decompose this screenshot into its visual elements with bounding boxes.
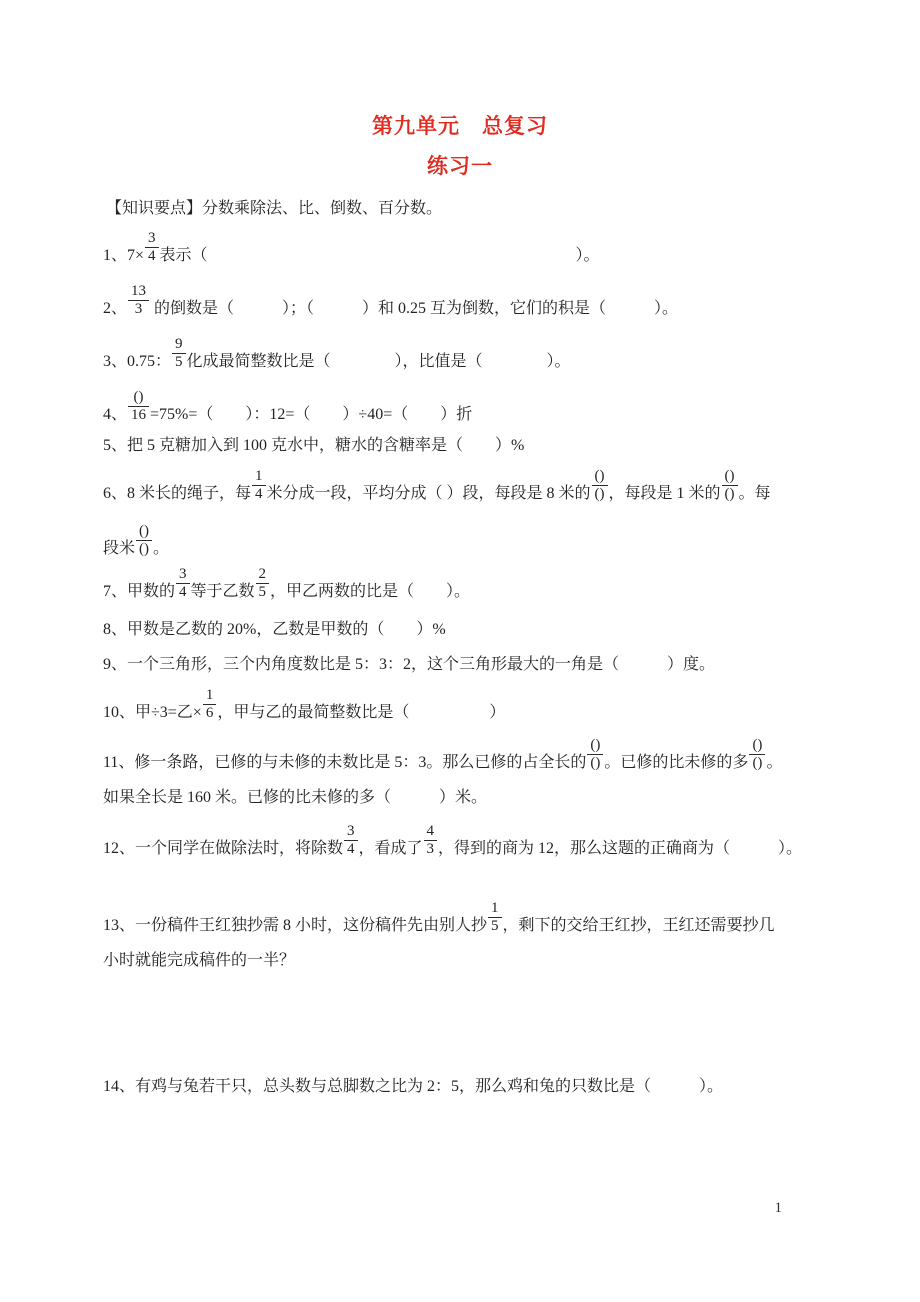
doc-subtitle: 练习一 xyxy=(427,154,493,178)
question-6-line-2 xyxy=(103,523,820,560)
text-run: 5、把 5 克糖加入到 100 克水中，糖水的含糖率是（ ）% xyxy=(103,437,525,454)
text-run: 1、7× xyxy=(103,247,145,264)
page-number: 1 xyxy=(774,1200,782,1216)
question-7-line-1 xyxy=(103,566,820,603)
text-run: ，看成了 xyxy=(358,840,423,857)
text-run: 13、一份稿件王红独抄需 8 小时，这份稿件先由别人抄 xyxy=(103,917,488,934)
fraction xyxy=(344,823,358,858)
question-9-line-1 xyxy=(103,654,820,676)
fraction-numerator: () xyxy=(722,468,738,486)
fraction xyxy=(203,687,217,722)
text-run: 。 xyxy=(153,540,170,557)
text-run: 米分成一段，平均分成（ ）段，每段是 8 米的 xyxy=(266,485,591,502)
question-11-line-2 xyxy=(103,787,820,809)
text-run: 6、8 米长的绳子，每 xyxy=(103,485,252,502)
fraction-denominator: 5 xyxy=(258,584,267,600)
fraction xyxy=(749,737,765,772)
question-12-line-1 xyxy=(103,823,820,860)
fraction-denominator: 5 xyxy=(491,918,499,934)
text-run: ，剩下的交给王红抄，王红还需要抄几 xyxy=(502,917,775,934)
fraction xyxy=(128,283,149,318)
fraction-numerator: 13 xyxy=(128,283,149,301)
doc-title: 第九单元 总复习 xyxy=(372,114,548,138)
fraction-denominator: () xyxy=(724,486,735,502)
question-14 xyxy=(103,1076,820,1098)
question-13-line-1 xyxy=(103,900,820,937)
fraction xyxy=(592,468,608,503)
text-run: 2、 xyxy=(103,300,128,317)
text-run: 。已修的比未修的多 xyxy=(604,754,749,771)
text-run: 。每 xyxy=(738,485,771,502)
text-run: =75%=（ ）：12=（ ）÷40=（ ）折 xyxy=(150,406,473,423)
text-run: 的倒数是（ ）；（ ）和 0.25 互为倒数，它们的积是（ ）。 xyxy=(150,300,679,317)
question-7 xyxy=(103,566,820,603)
text-run: 10、甲÷3=乙× xyxy=(103,704,202,721)
text-run: 14、有鸡与兔若干只，总头数与总脚数之比为 2：5，那么鸡和兔的只数比是（ ）。 xyxy=(103,1078,724,1095)
text-run: 。 xyxy=(766,754,783,771)
text-run: 8、甲数是乙数的 20%，乙数是甲数的（ ）% xyxy=(103,621,446,638)
text-run: ，得到的商为 12，那么这题的正确商为（ ）。 xyxy=(438,840,803,857)
fraction xyxy=(722,468,738,503)
fraction-numerator: 1 xyxy=(252,468,266,486)
text-run: 如果全长是 160 米。已修的比未修的多（ ）米。 xyxy=(103,789,488,806)
question-8-line-1 xyxy=(103,619,820,641)
text-run: 化成最简整数比是（ ），比值是（ ）。 xyxy=(186,353,571,370)
fraction-denominator: 4 xyxy=(255,486,263,502)
fraction-numerator: 4 xyxy=(424,823,438,841)
fraction-denominator: 4 xyxy=(148,248,156,264)
question-11-line-1 xyxy=(103,737,820,774)
fraction xyxy=(172,336,186,371)
fraction-numerator: 3 xyxy=(145,230,159,248)
question-13-line-2 xyxy=(103,950,820,972)
text-run: 4、 xyxy=(103,406,128,423)
fraction-denominator: 3 xyxy=(426,841,435,857)
text-run: 等于乙数 xyxy=(190,583,255,600)
question-12 xyxy=(103,823,820,860)
fraction-denominator: () xyxy=(752,755,763,771)
fraction-denominator: () xyxy=(590,755,601,771)
fraction xyxy=(424,823,438,858)
question-14-line-1 xyxy=(103,1076,820,1098)
fraction xyxy=(488,900,502,935)
text-run: ，甲与乙的最简整数比是（ ） xyxy=(217,704,506,721)
text-run: 3、0.75： xyxy=(103,353,172,370)
question-2 xyxy=(103,283,820,320)
question-9 xyxy=(103,654,820,676)
fraction-numerator: () xyxy=(128,389,149,407)
fraction-numerator: 1 xyxy=(203,687,217,705)
question-11 xyxy=(103,737,820,809)
fraction-denominator: 5 xyxy=(175,354,183,370)
fraction-denominator: 4 xyxy=(179,584,187,600)
text-run: 11、修一条路，已修的与未修的未数比是 5：3。那么已修的占全长的 xyxy=(103,754,587,771)
question-6 xyxy=(103,468,820,560)
fraction-denominator: 3 xyxy=(134,301,143,317)
text-run: 7、甲数的 xyxy=(103,583,176,600)
text-run: ，每段是 1 米的 xyxy=(608,485,721,502)
fraction-numerator: 1 xyxy=(488,900,502,918)
fraction xyxy=(145,230,159,265)
fraction-denominator: 6 xyxy=(205,705,214,721)
question-1 xyxy=(103,230,820,267)
question-2-line-1 xyxy=(103,283,820,320)
question-4-line-1 xyxy=(103,389,820,426)
question-3-line-1 xyxy=(103,336,820,373)
question-1-line-1 xyxy=(103,230,820,267)
fraction xyxy=(252,468,266,503)
worksheet-body xyxy=(0,198,920,1098)
fraction-denominator: 4 xyxy=(347,841,355,857)
question-6-line-1 xyxy=(103,468,820,505)
fraction-numerator: 3 xyxy=(344,823,358,841)
question-4 xyxy=(103,389,820,426)
text-run: 表示（ ）。 xyxy=(159,247,600,264)
fraction-numerator: () xyxy=(749,737,765,755)
question-5-line-1 xyxy=(103,435,820,457)
fraction xyxy=(128,389,149,424)
fraction xyxy=(256,566,270,601)
question-10 xyxy=(103,687,820,724)
question-10-line-1 xyxy=(103,687,820,724)
question-8 xyxy=(103,619,820,641)
question-13 xyxy=(103,900,820,972)
text-run: 9、一个三角形，三个内角度数比是 5：3：2，这个三角形最大的一角是（ ）度。 xyxy=(103,656,716,673)
intro-line: 【知识要点】分数乘除法、比、倒数、百分数。 xyxy=(106,200,443,217)
fraction xyxy=(176,566,190,601)
text-run: 小时就能完成稿件的一半？ xyxy=(103,952,296,969)
fraction-denominator: () xyxy=(139,541,150,557)
fraction-numerator: 9 xyxy=(172,336,186,354)
fraction-numerator: () xyxy=(136,523,152,541)
question-5 xyxy=(103,435,820,457)
fraction-denominator: () xyxy=(594,486,605,502)
text-run: ，甲乙两数的比是（ ）。 xyxy=(270,583,471,600)
question-3 xyxy=(103,336,820,373)
text-run: 12、一个同学在做除法时，将除数 xyxy=(103,840,344,857)
fraction xyxy=(587,737,603,772)
text-run: 段米 xyxy=(103,540,136,557)
fraction-numerator: () xyxy=(592,468,608,486)
fraction xyxy=(136,523,152,558)
fraction-denominator: 16 xyxy=(131,407,147,423)
fraction-numerator: 3 xyxy=(176,566,190,584)
fraction-numerator: () xyxy=(587,737,603,755)
fraction-numerator: 2 xyxy=(256,566,270,584)
